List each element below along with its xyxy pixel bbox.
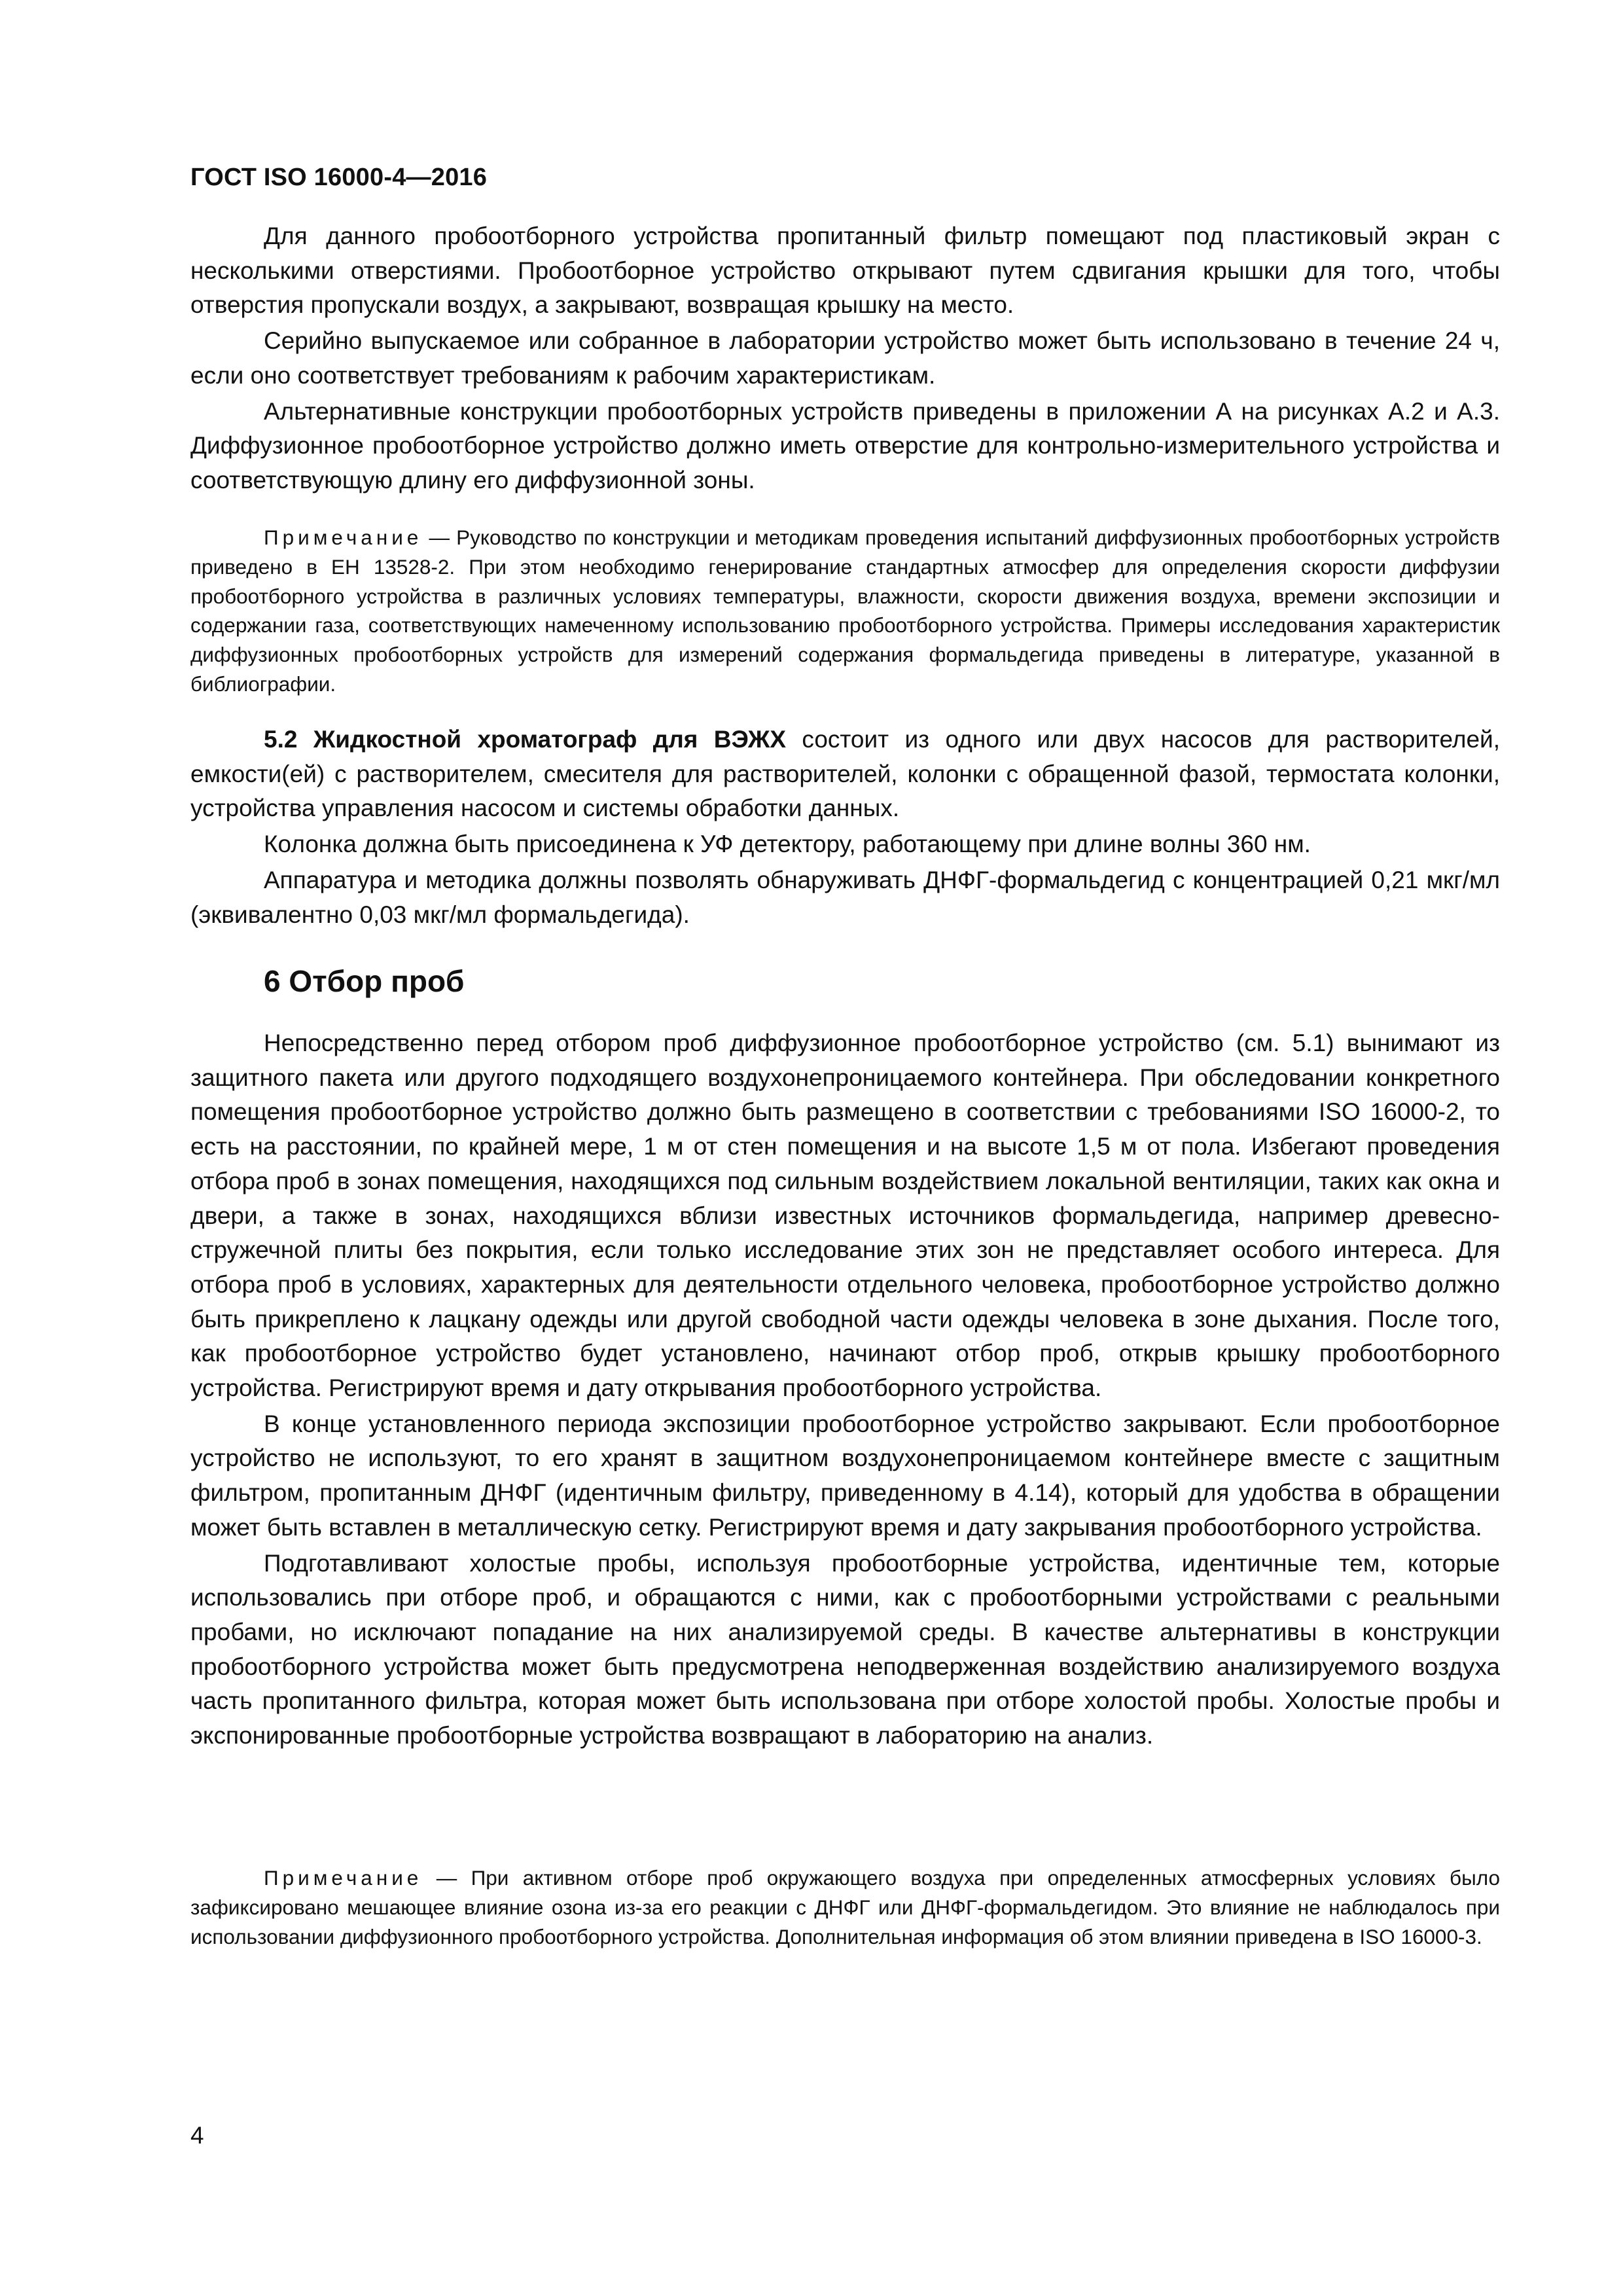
paragraph: Подготавливают холостые пробы, используя пробоотборные устройства, идентичные тем, которые использовались при отборе проб, и обращаются с ними, как с пробоотборными устройствами с реальными пробами, но исключают попадание на них анализируемой среды. В качестве альтернативы в конструкции пробоотборного устройства может быть предусмотрена неподверженная воздействию анализируемого воздуха часть пропитанного фильтра, которая может быть использована при отборе холостой пробы. Холостые пробы и экспонированные пробоотборные устройства возвращают в лабораторию на анализ.: [190, 1549, 1500, 1749]
page-number: 4: [190, 2122, 204, 2149]
clause-text: состоит из одного или двух насосов для растворителей, емкости(ей) с растворителем, смесителя для растворителей, колонки с обращенной фазой, термостата колонки, устройства управления насосом и системы обработки данных.: [190, 726, 1501, 822]
clause-5-2: [190, 723, 1500, 933]
note-label: Примечание: [264, 526, 423, 549]
section-heading: 6 Отбор проб: [264, 964, 465, 998]
paragraph: Колонка должна быть присоединена к УФ детектору, работающему при длине волны 360 нм.: [264, 831, 1311, 858]
paragraph: Для данного пробоотборного устройства пропитанный фильтр помещают под пластиковый экран с несколькими отверстиями. Пробоотборное устройство открывают путем сдвигания крышки для того, чтобы отверстия пропускали воздух, а закрывают, возвращая крышку на место.: [190, 223, 1500, 319]
paragraph: Непосредственно перед отбором проб диффузионное пробоотборное устройство (см. 5.1) вынимают из защитного пакета или другого подходящего воздухонепроницаемого контейнера. При обследовании конкретного помещения пробоотборное устройство должно быть размещено в соответствии с требованиями ISO 16000-2, то есть на расстоянии, по крайней мере, 1 м от стен помещения и на высоте 1,5 м от пола. Избегают проведения отбора проб в зонах помещения, находящихся под сильным воздействием локальной вентиляции, таких как окна и двери, а также в зонах, находящихся вблизи известных источников формальдегида, например древесно-стружечной плиты без покрытия, если только исследование этих зон не представляет особого интереса. Для отбора проб в условиях, характерных для деятельности отдельного человека, пробоотборное устройство должно быть прикреплено к лацкану одежды или другой свободной части одежды человека в зоне дыхания. После того, как пробоотборное устройство будет установлено, начинают отбор проб, открыв крышку пробоотборного устройства. Регистрируют время и дату открывания пробоотборного устройства.: [190, 1030, 1500, 1402]
section-6-body: [190, 1026, 1500, 1755]
clause-number: 5.2: [264, 726, 298, 753]
clause-title: Жидкостной хроматограф для ВЭЖХ: [313, 726, 787, 753]
paragraph: Серийно выпускаемое или собранное в лаборатории устройство может быть использовано в течение 24 ч, если оно соответствует требованиям к рабочим характеристикам.: [190, 327, 1500, 389]
clause-5-1-continuation: [190, 219, 1500, 499]
paragraph: Альтернативные конструкции пробоотборных устройств приведены в приложении А на рисунках А.2 и А.3. Диффузионное пробоотборное устройство должно иметь отверстие для контрольно-измерительного устройства и соответствующую длину его диффузионной зоны.: [190, 397, 1500, 493]
standard-code-header: ГОСТ ISO 16000-4—2016: [190, 164, 488, 191]
note-text: — Руководство по конструкции и методикам проведения испытаний диффузионных пробоотборных устройств приведено в ЕН 13528-2. При этом необходимо генерирование стандартных атмосфер для определения скорости диффузии пробоотборного устройства в различных условиях температуры, влажности, скорости движения воздуха, времени экспозиции и содержании газа, соответствующих намеченному использованию пробоотборного устройства. Примеры исследования характеристик диффузионных пробоотборных устройств для измерений содержания формальдегида приведены в литературе, указанной в библиографии.: [190, 526, 1500, 696]
note-block: [190, 1863, 1500, 1951]
note-text: — При активном отборе проб окружающего воздуха при определенных атмосферных условиях было зафиксировано мешающее влияние озона из-за его реакции с ДНФГ или ДНФГ-формальдегидом. Это влияние не наблюдалось при использовании диффузионного пробоотборного устройства. Дополнительная информация об этом влиянии приведена в ISO 16000-3.: [190, 1866, 1500, 1948]
paragraph: В конце установленного периода экспозиции пробоотборное устройство закрывают. Если пробоотборное устройство не используют, то его хранят в защитном воздухонепроницаемом контейнере вместе с защитным фильтром, пропитанным ДНФГ (идентичным фильтру, приведенному в 4.14), который для удобства в обращении может быть вставлен в металлическую сетку. Регистрируют время и дату закрывания пробоотборного устройства.: [190, 1410, 1500, 1541]
paragraph: [190, 723, 1500, 826]
paragraph: Аппаратура и методика должны позволять обнаруживать ДНФГ-формальдегид с концентрацией 0,21 мкг/мл (эквивалентно 0,03 мкг/мл формальдегида).: [190, 866, 1500, 928]
note-paragraph: [190, 523, 1500, 699]
note-paragraph: [190, 1863, 1500, 1951]
note-label: Примечание: [264, 1866, 423, 1890]
note-block: [190, 523, 1500, 699]
